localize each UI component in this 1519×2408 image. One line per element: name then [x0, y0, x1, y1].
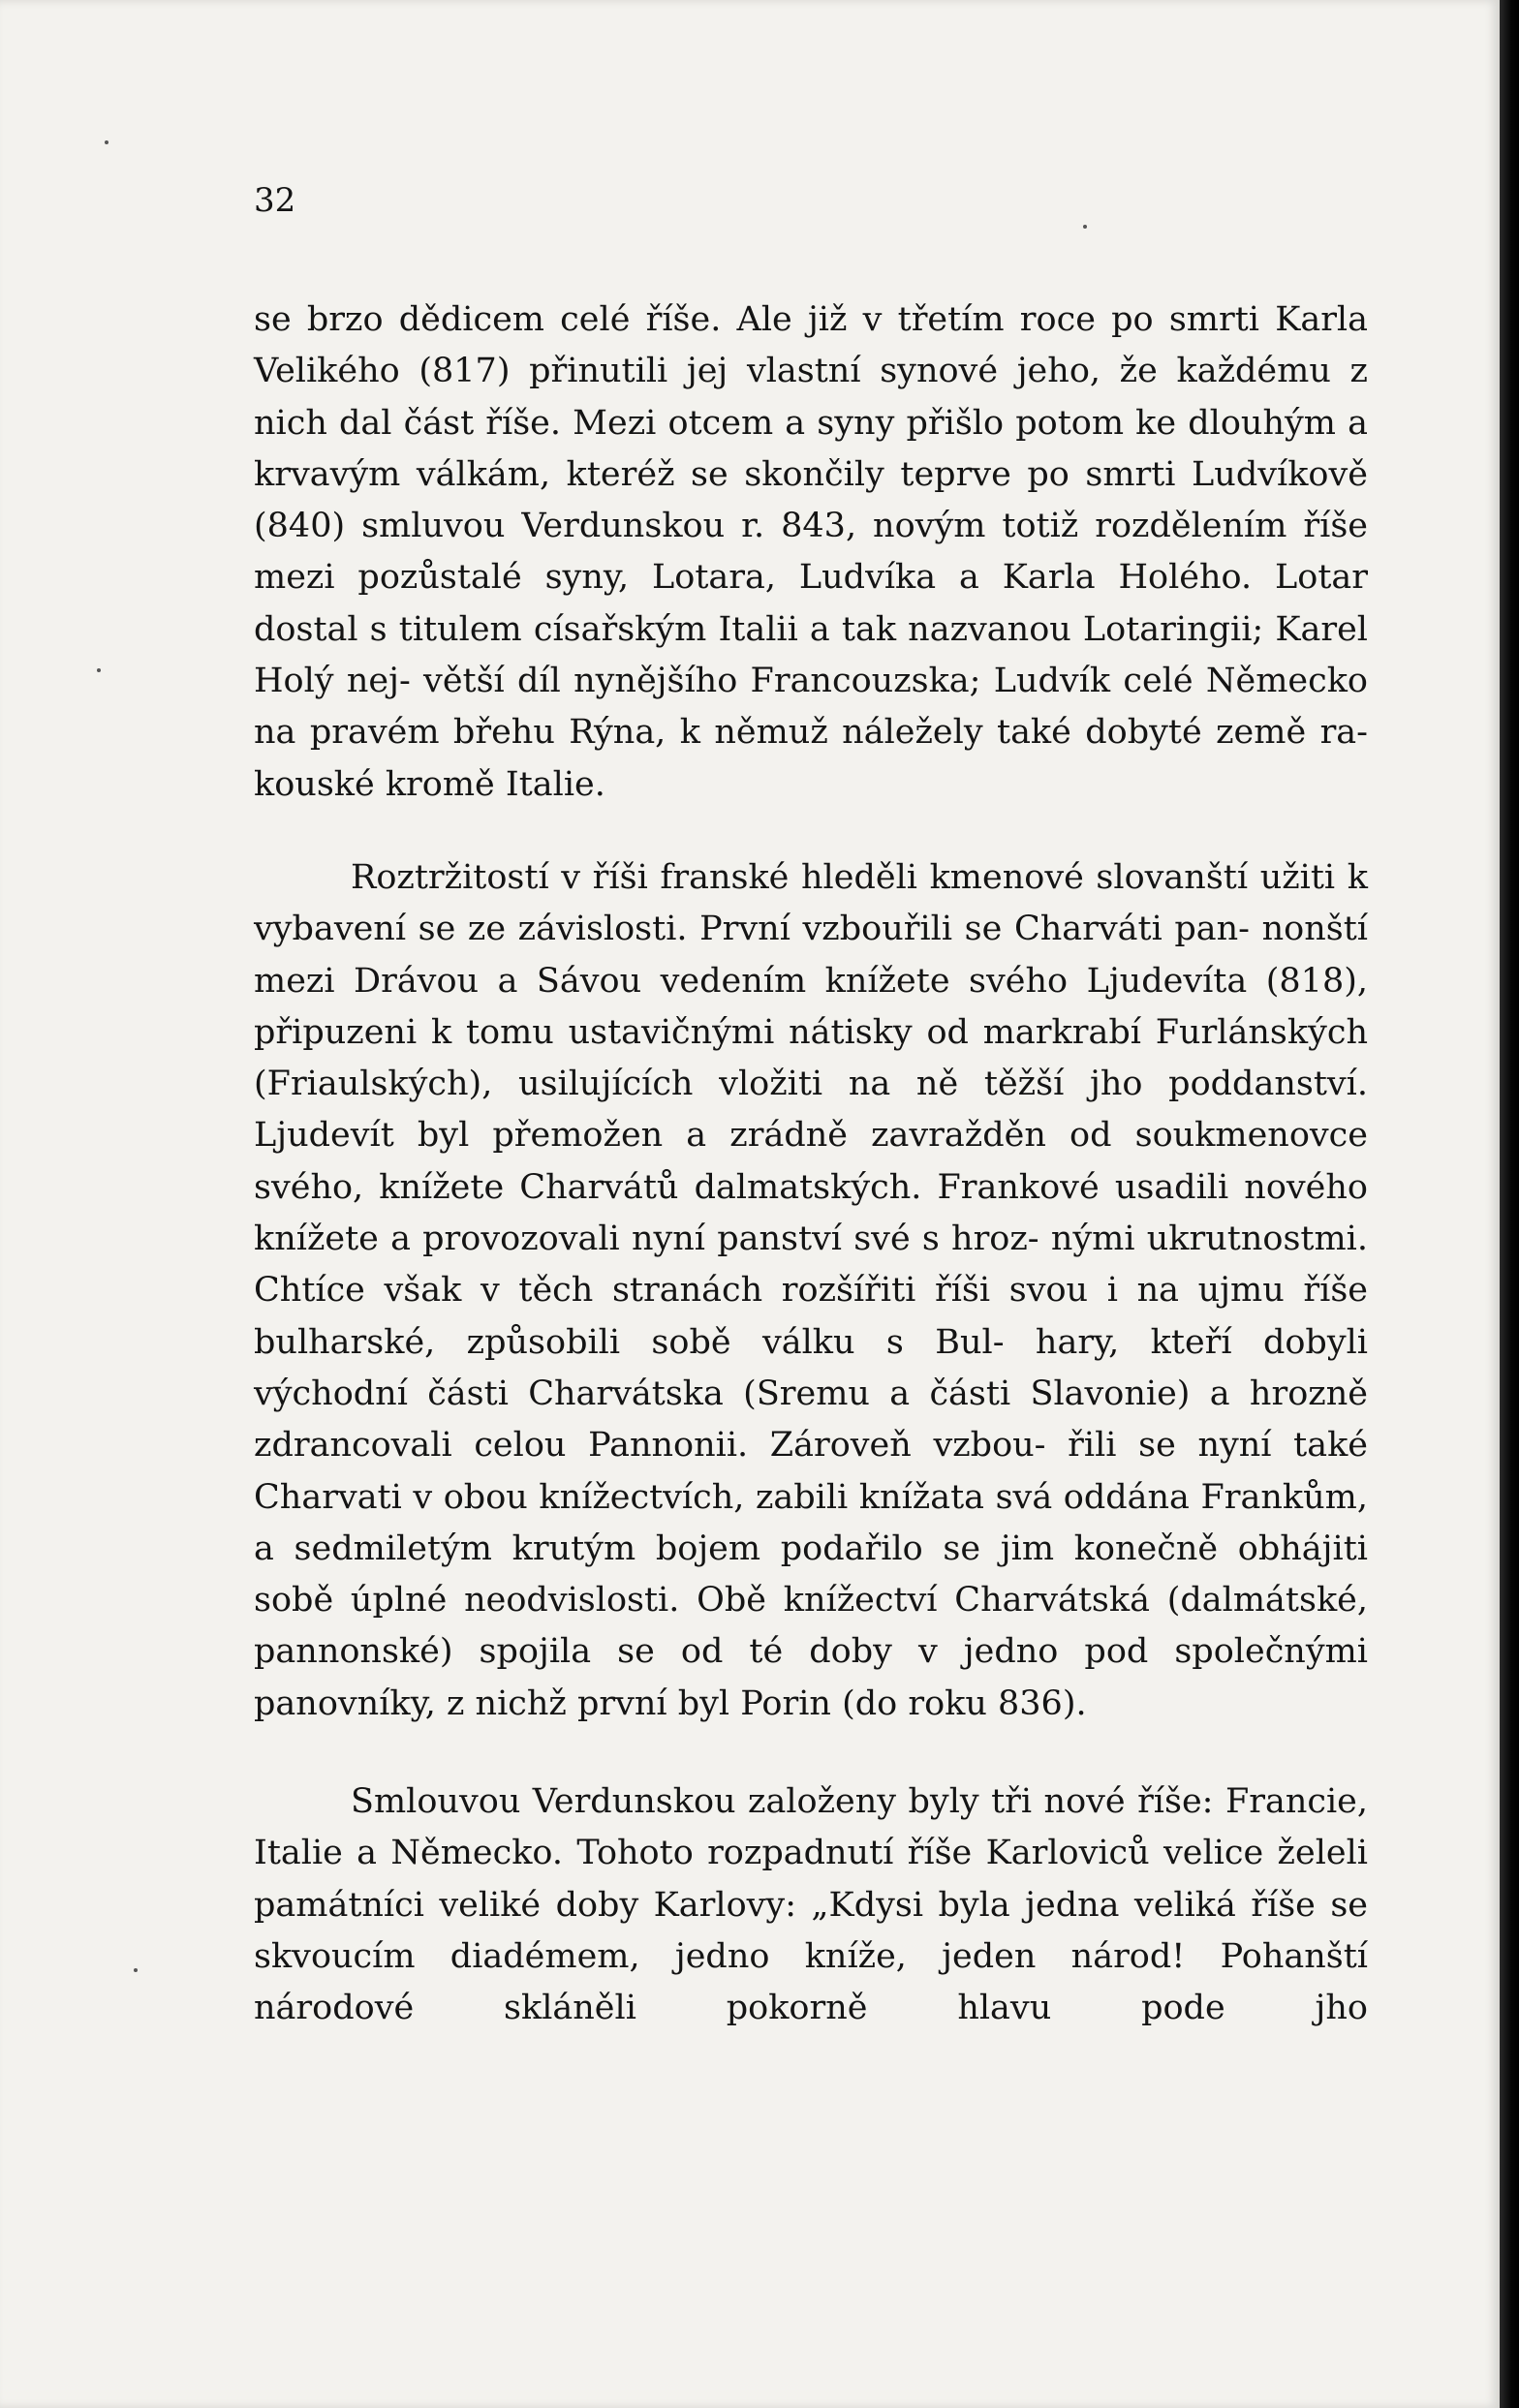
- text-line: nonští mezi Drávou a Sávou vedením knížete svého Ljudevíta: [254, 910, 1368, 1001]
- text-line: Smlouvou Verdunskou založeny byly tři nové říše:: [351, 1782, 1214, 1822]
- paragraph-3: [254, 1776, 1368, 2034]
- text-line: řili se nyní také Charvati v obou knížectvích, zabili knížata: [254, 1426, 1368, 1517]
- text-line: Charvátská (dalmátské, pannonské) spojila se od té doby: [254, 1581, 1368, 1672]
- text-line: jedna veliká říše se skvoucím diadémem, jedno kníže, jeden: [254, 1885, 1368, 1976]
- text-line: větší díl nynějšího Francouzska; Ludvík celé Německo na: [254, 662, 1368, 753]
- text-line: Roztržitostí v říši franské hleděli kmenové slovanští užiti: [351, 857, 1336, 897]
- print-speck: [97, 668, 101, 672]
- text-line: hary, kteří dobyli východní části Charvátska (Sremu a části: [254, 1322, 1368, 1413]
- text-line: k vybavení se ze závislosti. První vzbouřili se Charváti pan-: [254, 857, 1368, 949]
- text-line: pravém břehu Rýna, k němuž náležely také dobyté země ra-: [309, 713, 1368, 753]
- text-line: Slavonie) a hrozně zdrancovali celou Pannonii. Zároveň vzbou-: [254, 1374, 1368, 1466]
- text-line: se brzo dědicem celé říše. Ale již v třetím roce po smrti: [254, 300, 1259, 339]
- text-line: Lotara, Ludvíka a Karla Holého. Lotar dostal s titulem: [254, 558, 1368, 649]
- text-line: císařským Italii a tak nazvanou Lotaringii; Karel Holý nej-: [254, 609, 1368, 701]
- text-line: svou i na ujmu říše bulharské, způsobili sobě válku s Bul-: [254, 1271, 1368, 1362]
- text-line: r. 843, novým totiž rozdělením říše mezi pozůstalé syny,: [254, 507, 1368, 598]
- text-line: svá oddána Frankům, a sedmiletým krutým bojem podařilo se: [254, 1477, 1368, 1568]
- scan-border: [1500, 0, 1519, 2408]
- text-line: každému z nich dal část říše. Mezi otcem a syny přišlo: [254, 352, 1368, 443]
- print-speck: [105, 140, 108, 144]
- text-line: jim konečně obhájiti sobě úplné neodvislosti. Obě knížectví: [254, 1528, 1368, 1621]
- paragraph-1: [254, 294, 1368, 811]
- text-line: v jedno pod společnými panovníky, z nichž první byl Porin: [254, 1632, 1368, 1723]
- text-line: teprve po smrti Ludvíkově (840) smluvou Verdunskou: [254, 454, 1368, 546]
- text-line: Furlánských (Friaulských), usilujících vložiti na ně těžší jho: [254, 1012, 1368, 1104]
- text-line: soukmenovce svého, knížete Charvátů dalmatských. Frankové: [254, 1116, 1368, 1207]
- text-line: Karla Velikého (817) přinutili jej vlastní synové jeho, že: [254, 300, 1368, 391]
- print-speck: [134, 1968, 138, 1972]
- text-line: poddanství. Ljudevít byl přemožen a zrádně zavražděn od: [254, 1065, 1368, 1156]
- text-line: národ! Pohanští národové skláněli pokorně hlavu pode jho: [254, 1936, 1368, 2028]
- body-text: [254, 294, 1368, 2035]
- text-line: potom ke dlouhým a krvavým válkám, kteréž se skončily: [254, 403, 1368, 494]
- page-number: 32: [254, 181, 296, 220]
- text-line: Francie, Italie a Německo. Tohoto rozpadnutí říše Karloviců: [254, 1782, 1368, 1873]
- text-line: nými ukrutnostmi. Chtíce však v těch stranách rozšířiti říši: [254, 1219, 1368, 1311]
- text-line: velice želeli památníci veliké doby Karlovy: „Kdysi byla: [254, 1834, 1368, 1925]
- text-line: usadili nového knížete a provozovali nyní panství své s hroz-: [254, 1167, 1368, 1259]
- text-line: (do roku 836).: [842, 1683, 1087, 1723]
- text-line: kouské kromě Italie.: [254, 764, 605, 804]
- print-speck: [1083, 225, 1087, 229]
- text-line: (818), připuzeni k tomu ustavičnými nátisky od markrabí: [254, 961, 1368, 1052]
- paragraph-2: [254, 852, 1368, 1730]
